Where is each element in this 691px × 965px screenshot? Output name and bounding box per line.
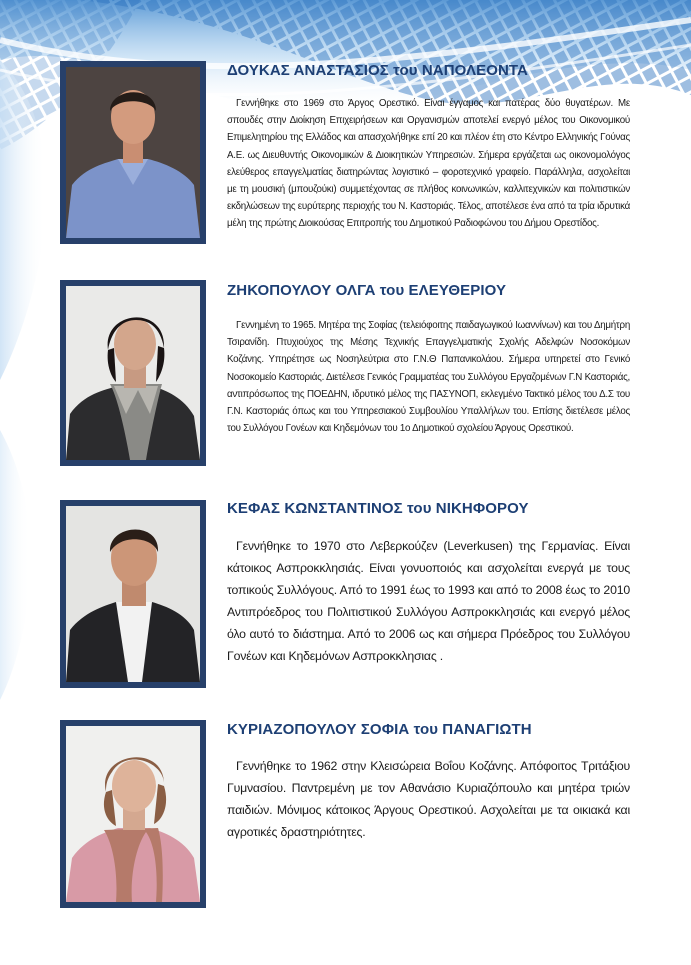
portrait-photo-zikopoulou <box>66 286 200 460</box>
candidate-bio: Γεννήθηκε το 1970 στο Λεβερκούζεν (Leverkusen) της Γερμανίας. Είναι κάτοικος Ασπροκκλησιάς. Είναι γονυοποιός και ασχολείται ενεργά με τους τοπικούς Συλλόγους. Από το 1991 έως το 1993 και από το 2008 έως το 2010 Αντιπρόεδρος του Πολιτιστικού Συλλόγου Ασπροκκλησιάς και ενεργό μέλος όλο αυτό το διάστημα. Από το 2006 ως και σήμερα Πρόεδρος του Συλλόγου Γονέων και Κηδεμόνων Ασπροκκλησιας . <box>227 539 630 663</box>
candidate-name: ΚΥΡΙΑΖΟΠΟΥΛΟΥ ΣΟΦΙΑ του ΠΑΝΑΓΙΩΤΗ <box>227 721 532 738</box>
portrait-photo-kyriazopoulou <box>66 726 200 902</box>
candidate-bio: Γεννήθηκε το 1962 στην Κλεισώρεια Βοΐου Κοζάνης. Απόφοιτος Τριτάξιου Γυμνασίου. Παντρεμένη με τον Αθανάσιο Κυριαζόπουλο και μητέρα τριών παιδιών. Μόνιμος κάτοικος Άργους Ορεστικού. Ασχολείται με τα οικιακά και αγροτικές δραστηριότητες. <box>227 759 630 839</box>
candidate-bio: Γεννήθηκε στο 1969 στο Άργος Ορεστικό. Είναι έγγαμος και πατέρας δύο θυγατέρων. Με σπουδές στην Διοίκηση Επιχειρήσεων και Οργανισμών αποτελεί ενεργό μέλος του Οικονομικού Επιμελητηρίου της Ελλάδος και απασχολήθηκε επί 20 και πλέον έτη στο Κέντρο Ελληνικής Γούνας Α.Ε. ως Διευθυντής Οικονομικών & Διοικητικών Υπηρεσιών. Σήμερα εργάζεται ως οικονομολόγος ελεύθερος επαγγελματίας διατηρώντας λογιστικό – φοροτεχνικό γραφείο. Παράλληλα, ασχολείται με τη μουσική (μπουζούκι) συμμετέχοντας σε πλήθος κοινωνικών, καλλιτεχνικών και πολιτιστικών εκδηλώσεων της ευρύτερης περιοχής του Ν. Καστοριάς. Τέλος, αποτέλεσε ένα από τα τρία ιδρυτικά μέλη της πρώτης Διοικούσας Επιτροπής του Δημοτικού Ραδιοφώνου του Δήμου Ορεστίδος. <box>227 98 630 230</box>
portrait-photo-doukas <box>66 67 200 238</box>
candidate-bio: Γεννημένη το 1965. Μητέρα της Σοφίας (τελειόφοιτης παιδαγωγικού Ιωαννίνων) και του Δημήτρη Τσιρανίδη. Πτυχιούχος της Μέσης Τεχνικής Επαγγελματικής Σχολής Αδελφών Νοσοκόμων Κοζάνης. Υπηρέτησε ως Νοσηλεύτρια στο Γ.Ν.Θ Παπανικολάου. Σήμερα υπηρετεί στο Γενικό Νοσοκομείο Καστοριάς. Διετέλεσε Γενικός Γραμματέας του Συλλόγου Εργαζομένων Γ.Ν Καστοριάς, αντιπρόσωπος της ΠΟΕΔΗΝ, ιδρυτικό μέλος της ΠΑΣΥΝΟΠ, εκλεγμένο Τακτικό μέλος του Δ.Σ του Γ.Ν. Καστοριάς όπως και του Υπηρεσιακού Συμβουλίου Υπαλλήλων του. Επίσης διετέλεσε μέλος του Συλλόγου Γονέων και Κηδεμόνων του 1ο Δημοτικού σχολείου Άργους Ορεστικού. <box>227 320 630 435</box>
candidate-name: ΖΗΚΟΠΟΥΛΟΥ ΟΛΓΑ του ΕΛΕΥΘΕΡΙΟΥ <box>227 282 507 299</box>
candidate-name: ΚΕΦΑΣ ΚΩΝΣΤΑΝΤΙΝΟΣ του ΝΙΚΗΦΟΡΟΥ <box>227 500 529 517</box>
portrait-frame <box>60 720 206 908</box>
portrait-frame <box>60 61 206 244</box>
portrait-frame <box>60 500 206 688</box>
portrait-photo-kefas <box>66 506 200 682</box>
candidate-name: ΔΟΥΚΑΣ ΑΝΑΣΤΑΣΙΟΣ του ΝΑΠΟΛΕΟΝΤΑ <box>227 62 528 79</box>
portrait-frame <box>60 280 206 466</box>
